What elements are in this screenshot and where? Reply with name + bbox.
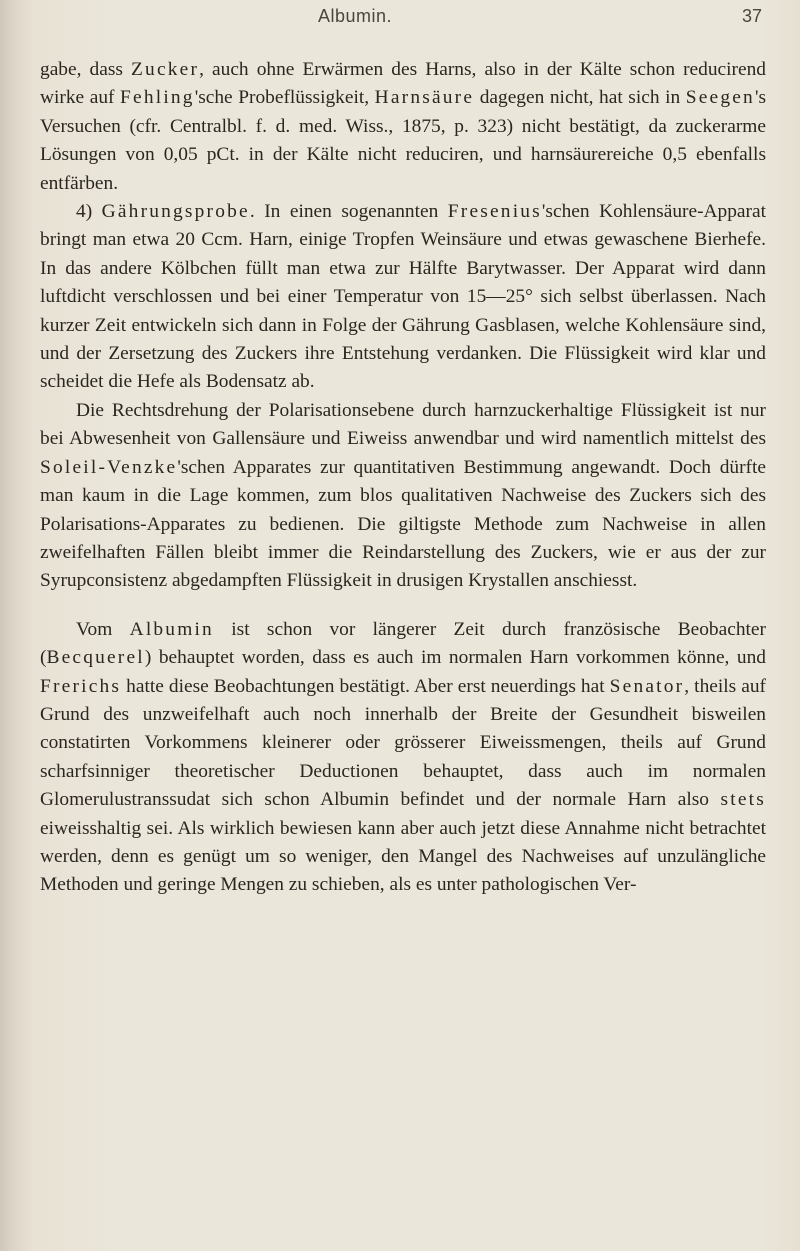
emphasis-stets: stets: [720, 789, 766, 811]
paragraph-rechtsdrehung: Die Rechtsdrehung der Polarisationsebene durch harnzuckerhaltige Flüssigkeit ist nur bei Abwesenheit von Gallensäure und Eiweiss anwendbar und wird namentlich mittelst des Soleil-Venzke'schen Apparates zur quantitativen Bestimmung angewandt. Doch dürfte man kaum in die Lage kommen, zum blos qualitativen Nachweise des Zuckers sich des Polarisations-Apparates zu bedienen. Die giltigste Methode zum Nachweise in allen zweifelhaften Fällen bleibt immer die Reindarstellung des Zuckers, wie er aus der zur Syrupconsistenz abgedampften Flüssigkeit in drusigen Krystallen anschiesst.: [40, 399, 766, 592]
emphasis-frerichs: Frerichs: [40, 675, 122, 697]
paragraph-albumin: Vom Albumin ist schon vor längerer Zeit durch französische Beobachter (Becquerel) behauptet worden, dass es auch im normalen Harn vorkommen könne, und Frerichs hatte diese Beobachtungen bestätigt. Aber erst neuerdings hat Senator, theils auf Grund des unzweifelhaft auch noch innerhalb der Breite der Gesundheit bisweilen constatirten Vorkommens kleinerer oder grösserer Eiweissmengen, theils auf Grund scharfsinniger theoretischer Deductionen behauptet, dass auch im normalen Glomerulustranssudat sich schon Albumin befindet und der normale Harn also stets eiweisshaltig sei. Als wirklich bewiesen kann aber auch jetzt diese Annahme nicht betrachtet werden, denn es genügt um so weniger, den Mangel des Nachweises auf unzulängliche Methoden und geringe Mengen zu schieben, als es unter pathologischen Ver-: [40, 618, 766, 896]
emphasis-fehling: Fehling: [120, 87, 195, 109]
emphasis-fresenius: Fresenius: [447, 201, 542, 223]
page-header: [0, 4, 800, 34]
emphasis-gaehrungsprobe: Gährungsprobe: [101, 201, 250, 223]
body-text: [40, 56, 766, 900]
emphasis-zucker: Zucker: [131, 59, 200, 80]
emphasis-harnsaeure: Harnsäure: [374, 87, 475, 109]
page-number: 37: [742, 6, 763, 26]
emphasis-senator: Senator: [609, 675, 685, 697]
section-gap: [40, 596, 766, 616]
paragraph-sugar-reduction: gabe, dass Zucker, auch ohne Erwärmen des Harns, also in der Kälte schon reducirend wirke auf Fehling'sche Probeflüssigkeit, Harnsäure dagegen nicht, hat sich in Seegen's Versuchen (cfr. Centralbl. f. d. med. Wiss., 1875, p. 323) nicht bestätigt, da zuckerarme Lösungen von 0,05 pCt. in der Kälte nicht reduciren, und harnsäurereiche 0,5 ebenfalls entfärben.: [40, 59, 767, 194]
emphasis-becquerel: Becquerel: [46, 647, 145, 669]
emphasis-albumin: Albumin: [129, 618, 214, 640]
running-title: Albumin.: [318, 6, 393, 26]
emphasis-seegen: Seegen: [685, 87, 755, 109]
emphasis-soleil-venzke: Soleil-Venzke: [40, 456, 178, 478]
paragraph-gaehrungsprobe: 4) Gährungsprobe. In einen sogenannten Fresenius'schen Kohlensäure-Apparat bringt man etwa 20 Ccm. Harn, einige Tropfen Weinsäure und etwas gewaschene Bierhefe. In das andere Kölbchen füllt man etwa zur Hälfte Barytwasser. Der Apparat wird dann luftdicht verschlossen und bei einer Temperatur von 15—25° sich selbst überlassen. Nach kurzer Zeit entwickeln sich dann in Folge der Gährung Gasblasen, welche Kohlensäure sind, und der Zersetzung des Zuckers ihre Entstehung verdanken. Die Flüssigkeit wird klar und scheidet die Hefe als Bodensatz ab.: [40, 201, 766, 393]
